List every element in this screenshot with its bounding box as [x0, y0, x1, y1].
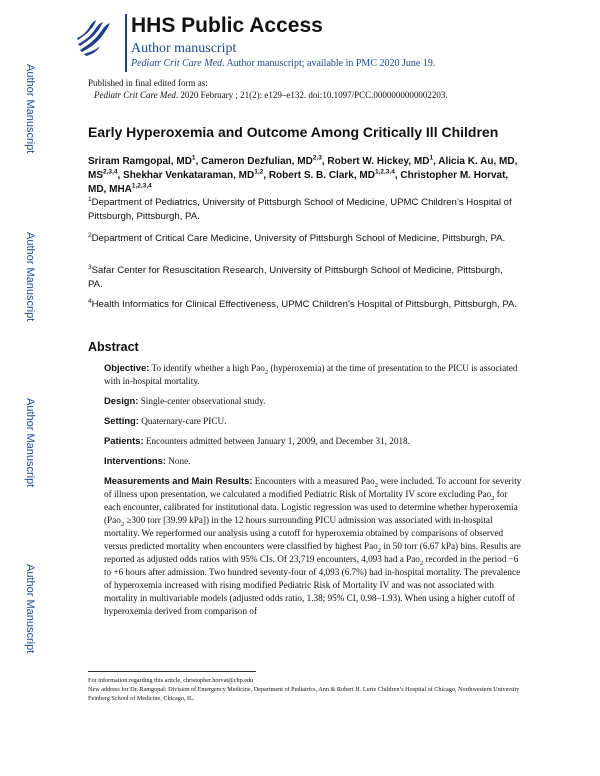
- header-divider: [125, 14, 127, 72]
- author: Robert S. B. Clark, MD: [268, 170, 375, 181]
- patients-text: Encounters admitted between January 1, 2009, and December 31, 2018.: [145, 436, 410, 446]
- footnotes: [88, 676, 528, 703]
- citation-journal: Pediatr Crit Care Med: [94, 90, 176, 100]
- author-sup: 2,3,4: [103, 168, 118, 176]
- abstract-design: [104, 394, 524, 408]
- results-text: Encounters with a measured Pao: [254, 476, 375, 486]
- affiliation-num: 3: [88, 263, 92, 271]
- design-text: Single-center observational study.: [140, 396, 266, 406]
- side-label-4: Author Manuscript: [24, 564, 36, 654]
- author-sep: ,: [433, 156, 439, 167]
- results-text: recorded in the period −6 to +6 hours after admission. Two hundred seventy-four of 4,093 (6.7%) had in-hospital mortality. The prevalence of hyperoxemia increased with rising modified Pediatric Risk of Mortality IV and was not associated with mortality in multivariable models (adjusted odds ratio, 1.38; 95% CI, 0.98–1.93). When using a higher cutoff of hyperoxemia derived from comparison of: [104, 554, 521, 616]
- author: Alicia K. Au, MD, MS: [88, 156, 518, 181]
- hhs-eagle-icon: [72, 16, 116, 60]
- subscript: 2: [264, 368, 269, 376]
- author-sup: 1,2,3,4: [131, 182, 152, 190]
- author: Cameron Dezfulian, MD: [201, 156, 313, 167]
- setting-label: Setting:: [104, 415, 139, 426]
- objective-text: To identify whether a high Pao: [151, 363, 265, 373]
- affiliation: [88, 196, 520, 224]
- page-title: HHS Public Access: [131, 14, 323, 37]
- abstract-heading: Abstract: [88, 340, 139, 354]
- side-label-1: Author Manuscript: [24, 64, 36, 154]
- author-sep: ,: [263, 170, 269, 181]
- author-sep: ,: [321, 156, 328, 167]
- author-sup: 1,2,3,4: [374, 168, 395, 176]
- results-text: for each encounter, calibrated for institutional data. Logistic regression was used to determine whether hyperoxemia (Pao: [104, 489, 518, 525]
- affiliation-num: 2: [88, 231, 92, 239]
- article-title: Early Hyperoxemia and Outcome Among Critically Ill Children: [88, 124, 499, 140]
- author-sep: ,: [117, 170, 124, 181]
- abstract-setting: [104, 414, 524, 428]
- patients-label: Patients:: [104, 435, 144, 446]
- affiliation-text: Department of Critical Care Medicine, University of Pittsburgh School of Medicine, Pittsburgh, PA.: [91, 233, 506, 244]
- publication-citation: [88, 89, 448, 101]
- author-sep: ,: [195, 156, 202, 167]
- setting-text: Quaternary-care PICU.: [141, 416, 227, 426]
- footnote-contact: For information regarding this article, christopher.horvat@chp.edu: [88, 677, 254, 684]
- abstract-objective: [104, 361, 524, 388]
- affiliation: [88, 232, 520, 246]
- affiliation-num: 4: [88, 297, 92, 305]
- citation-details: . 2020 February ; 21(2): e129–e132. doi:10.1097/PCC.0000000000002203.: [175, 90, 448, 100]
- author-sep: ,: [394, 170, 401, 181]
- abstract-patients: [104, 434, 524, 448]
- author: Sriram Ramgopal, MD: [88, 156, 192, 167]
- results-text: ≥300 torr [39.99 kPa]) in the 12 hours surrounding PICU admission was associated with in-hospital mortality. We reperformed our analysis using a cutoff for hyperoxemia obtained by comparisons of observed versus predicted mortality when encounters were classified by highest Pao: [104, 515, 504, 551]
- abstract-results: [104, 474, 524, 618]
- results-text: in 50 torr (6.67 kPa) bins. Results are reported as adjusted odds ratios with 95% CIs. Of 23,719 encounters, 4,093 had a Pao: [104, 541, 521, 564]
- author: Shekhar Venkataraman, MD: [123, 170, 255, 181]
- interventions-label: Interventions:: [104, 455, 166, 466]
- footnote-address: New address for Dr. Ramgopal: Division of Emergency Medicine, Department of Pediatrics, Ann & Robert H. Lurie Children’s Hospital of Chicago, Northwestern University Feinberg School of Medicine, Chicago, IL.: [88, 686, 520, 702]
- subscript: 2: [491, 494, 495, 502]
- author: Robert W. Hickey, MD: [327, 156, 430, 167]
- side-label-2: Author Manuscript: [24, 232, 36, 322]
- subscript: 2: [374, 481, 378, 489]
- affiliation-text: Department of Pediatrics, University of Pittsburgh School of Medicine, UPMC Children’s Hospital of Pittsburgh, Pittsburgh, PA.: [88, 197, 512, 222]
- subscript: 2: [120, 520, 125, 528]
- author: Christopher M. Horvat, MD, MHA: [88, 170, 509, 195]
- author-sup: 1: [191, 154, 196, 162]
- author-sup: 1,2: [254, 168, 264, 176]
- author-manuscript-label: Author manuscript: [131, 41, 237, 56]
- availability-text: . Author manuscript; available in PMC 2020 June 19.: [222, 58, 436, 69]
- interventions-text: None.: [168, 456, 191, 466]
- author-sup: 1: [429, 154, 434, 162]
- subscript: 2: [377, 546, 382, 554]
- footnote-divider: [88, 671, 256, 672]
- author-sup: 2,3: [312, 154, 322, 162]
- affiliation-text: Health Informatics for Clinical Effectiveness, UPMC Children’s Hospital of Pittsburgh, Pittsburgh, PA.: [91, 299, 518, 310]
- affiliation: [88, 298, 520, 312]
- affiliation: [88, 264, 520, 292]
- design-label: Design:: [104, 395, 139, 406]
- abstract-interventions: [104, 454, 524, 468]
- journal-name: Pediatr Crit Care Med: [131, 58, 223, 69]
- author-list: [88, 155, 518, 197]
- affiliation-text: Safar Center for Resuscitation Research, University of Pittsburgh School of Medicine, Pittsburgh, PA.: [88, 265, 503, 290]
- objective-text: (hyperoxemia) at the time of presentation to the PICU is associated with in-hospital mortality.: [104, 363, 518, 386]
- results-text: were included. To account for severity of illness upon presentation, we calculated a modified Pediatric Risk of Mortality IV score excluding Pao: [104, 476, 522, 499]
- journal-availability: [131, 58, 435, 69]
- results-label: Measurements and Main Results:: [104, 475, 253, 486]
- side-label-3: Author Manuscript: [24, 398, 36, 488]
- objective-label: Objective:: [104, 362, 150, 373]
- publication-label: Published in final edited form as:: [88, 78, 208, 88]
- affiliation-num: 1: [88, 195, 92, 203]
- subscript: 2: [419, 559, 424, 567]
- publication-info: [88, 77, 448, 101]
